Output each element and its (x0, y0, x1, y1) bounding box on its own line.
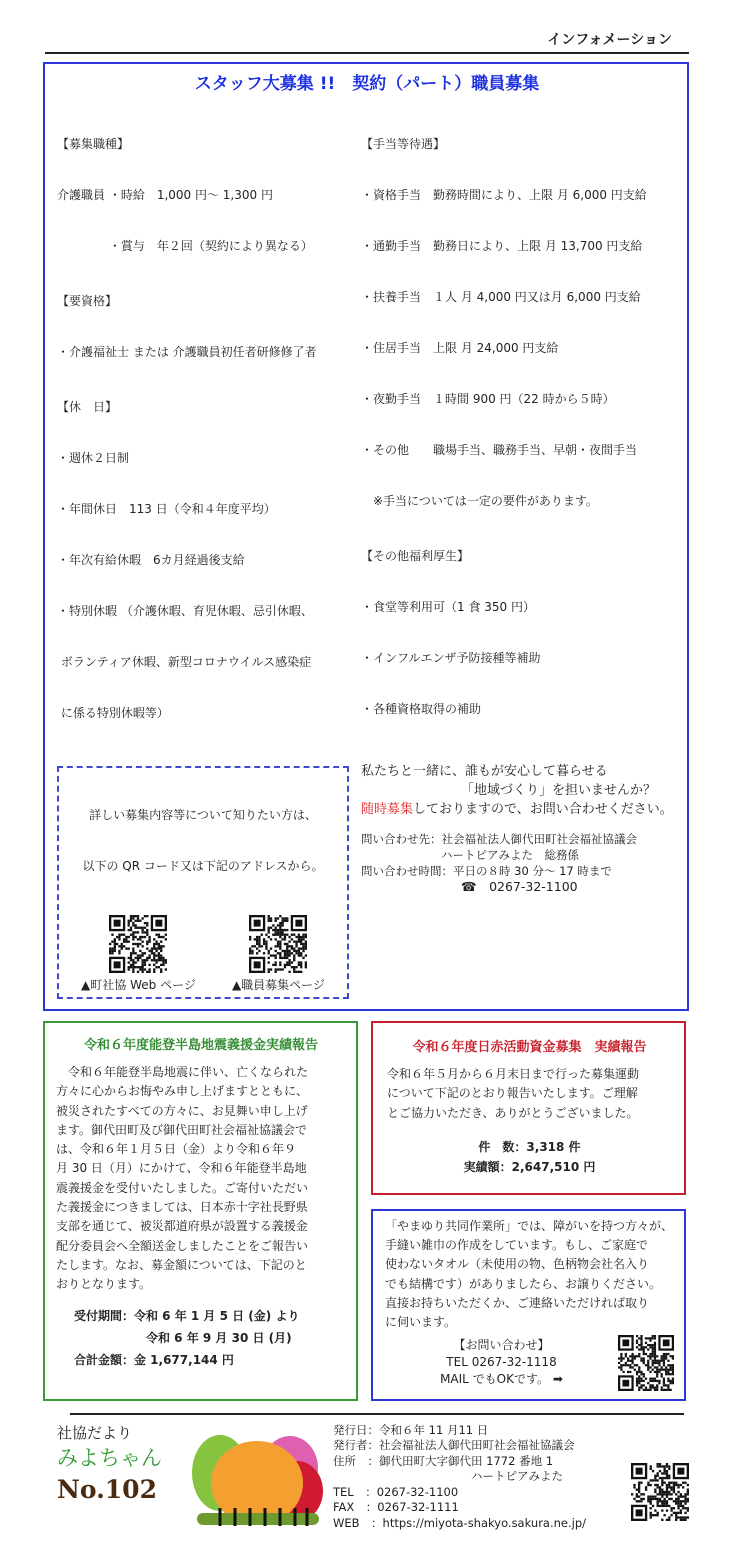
qr-code-recruit-page[interactable] (249, 915, 307, 973)
redcross-body (387, 1065, 672, 1123)
publisher-info (333, 1423, 625, 1532)
text-line: ・食堂等利用可（1 食 350 円） (361, 600, 535, 614)
section-heading: 【その他福利厚生】 (361, 549, 470, 563)
recruit-right-column (361, 102, 677, 895)
noto-summary (56, 1305, 346, 1371)
header-divider (45, 52, 689, 54)
count: 件 数：3,318 件 (478, 1139, 581, 1154)
recruitment-box (43, 62, 689, 1011)
info-line: WEB ：https://miyota-shakyo.sakura.ne.jp/ (333, 1515, 587, 1530)
qr-cell-recruit (232, 915, 325, 993)
body-line: 被災されたすべての方々に、お見舞い申し上げ (56, 1103, 308, 1118)
body-line: 配分委員会へ全額送金しましたことをご報告い (56, 1238, 309, 1253)
body-line: 手縫い雑巾の作成をしています。もし、ご家庭で (385, 1238, 649, 1253)
qr-row (63, 915, 343, 993)
bottom-section (43, 1021, 689, 1401)
body-line: たします。なお、募金額については、下記のと (56, 1257, 307, 1272)
text-line: ・その他 職場手当、職務手当、早朝・夜間手当 (361, 443, 638, 457)
info-line: ハートピアみよた (333, 1469, 563, 1484)
period-start: 受付期間：令和 6 年 1 月 5 日 (金) より (74, 1308, 300, 1323)
message-line: 私たちと一緒に、誰もが安心して暮らせる (361, 764, 608, 779)
body-line: 震義援金を受付いたしました。ご寄付いただい (56, 1180, 309, 1195)
section-heading: 【要資格】 (57, 294, 118, 308)
logo-title: みよちゃん (57, 1445, 162, 1470)
body-line: でも結構です）がありましたら、お譲りください。 (385, 1276, 662, 1291)
qr-code-website[interactable] (631, 1463, 689, 1521)
right-stack (371, 1021, 686, 1401)
red-cross-report (371, 1021, 686, 1195)
text-line: ・住居手当 上限 月 24,000 円支給 (361, 341, 559, 355)
amount: 実績額：2,647,510 円 (463, 1159, 596, 1174)
text-line: ・賞与 年２回（契約により異なる） (57, 239, 313, 253)
recruit-columns (57, 102, 677, 999)
qr-cell-web (81, 915, 196, 993)
text-line: ・年間休日 113 日（令和４年度平均） (57, 502, 276, 516)
recruit-left-column (57, 102, 349, 999)
yamayuri-contact (385, 1337, 618, 1388)
yamayuri-contact-row (385, 1335, 674, 1391)
info-line: 発行者：社会福祉法人御代田町社会福祉協議会 (333, 1438, 575, 1453)
text-line: ・特別休暇 （介護休暇、育児休暇、忌引休暇、 (57, 604, 313, 618)
recruit-contact (361, 831, 677, 895)
recruitment-title: スタッフ大募集 !! 契約（パート）職員募集 (194, 74, 540, 94)
body-line: に伺います。 (385, 1315, 457, 1330)
issue-number: No.102 (57, 1474, 157, 1504)
qr-code-mail[interactable] (618, 1335, 674, 1391)
recruit-left-lines (57, 102, 349, 756)
qr-label-web: ▲町社協 Web ページ (81, 978, 196, 992)
footer (43, 1423, 689, 1532)
body-line: ます。御代田町及び御代田町社会福祉協議会で (56, 1122, 308, 1137)
total-amount: 合計金額：金 1,677,144 円 (74, 1352, 234, 1367)
body-line: 「やまゆり共同作業所」では、障がいを持つ方々が、 (385, 1218, 674, 1233)
body-line: 方々に心からお悔やみ申し上げますとともに、 (56, 1084, 309, 1099)
body-line: た義援金につきましては、日本赤十字社長野県 (56, 1200, 308, 1215)
noto-title: 令和６年度能登半島地震義援金実績報告 (83, 1038, 318, 1053)
recruit-message (361, 762, 677, 819)
info-line: 住所 ：御代田町大字御代田 1772 番地 1 (333, 1453, 554, 1468)
redcross-summary (387, 1137, 672, 1177)
recruit-right-lines (361, 102, 677, 752)
text-line: ・扶養手当 １人 月 4,000 円又は月 6,000 円支給 (361, 290, 641, 304)
body-line: 直接お持ちいただくか、ご連絡いただければ取り (385, 1296, 650, 1311)
noto-body (56, 1063, 346, 1295)
highlight-text: 随時募集 (361, 802, 414, 817)
section-heading: 【休 日】 (57, 400, 118, 414)
footer-divider (70, 1413, 684, 1415)
qr-label-recruit: ▲職員募集ページ (231, 978, 325, 992)
body-line: おりとなります。 (56, 1277, 152, 1292)
body-line: とご協力いただき、ありがとうございました。 (387, 1105, 639, 1120)
newsletter-logo (43, 1423, 185, 1507)
contact-line: 問い合わせ時間：平日の８時 30 分～ 17 時まで (361, 864, 612, 878)
body-line: 支部を通じて、被災都道府県が設置する義援金 (56, 1219, 308, 1234)
contact-tel: TEL 0267-32-1118 (446, 1355, 557, 1370)
period-end: 令和 6 年 9 月 30 日 (月) (146, 1330, 292, 1345)
body-line: 令和６年５月から６月末日まで行った募集運動 (387, 1067, 640, 1081)
qr-code-web-page[interactable] (109, 915, 167, 973)
contact-heading: 【お問い合わせ】 (453, 1338, 550, 1353)
text-line: ・夜勤手当 １時間 900 円（22 時から５時） (361, 392, 615, 406)
info-line: 発行日：令和６年 11 月11 日 (333, 1422, 489, 1437)
redcross-title: 令和６年度日赤活動資金募集 実績報告 (412, 1040, 647, 1055)
contact-mail: MAIL でもOKです。 ➡ (440, 1372, 563, 1387)
text-line: ・介護福祉士 または 介護職員初任者研修修了者 (57, 345, 317, 359)
body-line: は、令和６年１月５日（金）より令和６年９ (56, 1142, 297, 1157)
section-heading: 【手当等待遇】 (361, 137, 446, 151)
contact-phone: ☎ 0267-32-1100 (461, 879, 578, 894)
body-line: 月 30 日（月）にかけて、令和６年能登半島地 (56, 1161, 307, 1176)
text-line: ・年次有給休暇 6カ月経過後支給 (57, 553, 245, 567)
text-line: 介護職員 ・時給 1,000 円～ 1,300 円 (57, 188, 273, 202)
qr-info-text: 以下の QR コード又は下記のアドレスから。 (82, 859, 324, 873)
text-line: ・インフルエンザ予防接種等補助 (361, 651, 541, 665)
contact-line: ハートピアみよた 総務係 (441, 848, 579, 862)
text-line: ・資格手当 勤務時間により、上限 月 6,000 円支給 (361, 188, 647, 202)
yamayuri-notice (371, 1209, 686, 1401)
qr-info-text-block (63, 773, 343, 909)
message-text: しておりますので、お問い合わせください。 (413, 802, 673, 817)
info-line: TEL ：0267-32-1100 (333, 1484, 459, 1499)
section-heading: 【募集職種】 (57, 137, 130, 151)
text-line: に係る特別休暇等） (57, 706, 169, 720)
message-line: 「地域づくり」を担いませんか？ (461, 783, 657, 798)
info-line: FAX ：0267-32-1111 (333, 1500, 459, 1515)
text-line: ・週休２日制 (57, 451, 130, 465)
logo-subtitle: 社協だより (57, 1423, 133, 1442)
yamayuri-body (385, 1217, 674, 1333)
contact-line: 問い合わせ先：社会福祉法人御代田町社会福祉協議会 (361, 832, 637, 846)
autumn-trees-illustration (185, 1423, 325, 1528)
text-line: ボランティア休暇、新型コロナウイルス感染症 (57, 655, 312, 669)
text-line: ※手当については一定の要件があります。 (361, 494, 598, 508)
text-line: ・通勤手当 勤務日により、上限 月 13,700 円支給 (361, 239, 643, 253)
message-line (361, 800, 677, 819)
text-line: ・各種資格取得の補助 (361, 702, 482, 716)
section-header: インフォメーション (547, 32, 672, 48)
qr-info-box (57, 766, 349, 999)
body-line: 令和６年能登半島地震に伴い、亡くなられた (56, 1065, 309, 1079)
body-line: について下記のとおり報告いたします。ご理解 (387, 1086, 638, 1101)
noto-donation-report (43, 1021, 358, 1401)
qr-info-text: 詳しい募集内容等について知りたい方は、 (89, 808, 317, 822)
body-line: 使わないタオル（未使用の物、色柄物会社名入り (385, 1257, 650, 1272)
